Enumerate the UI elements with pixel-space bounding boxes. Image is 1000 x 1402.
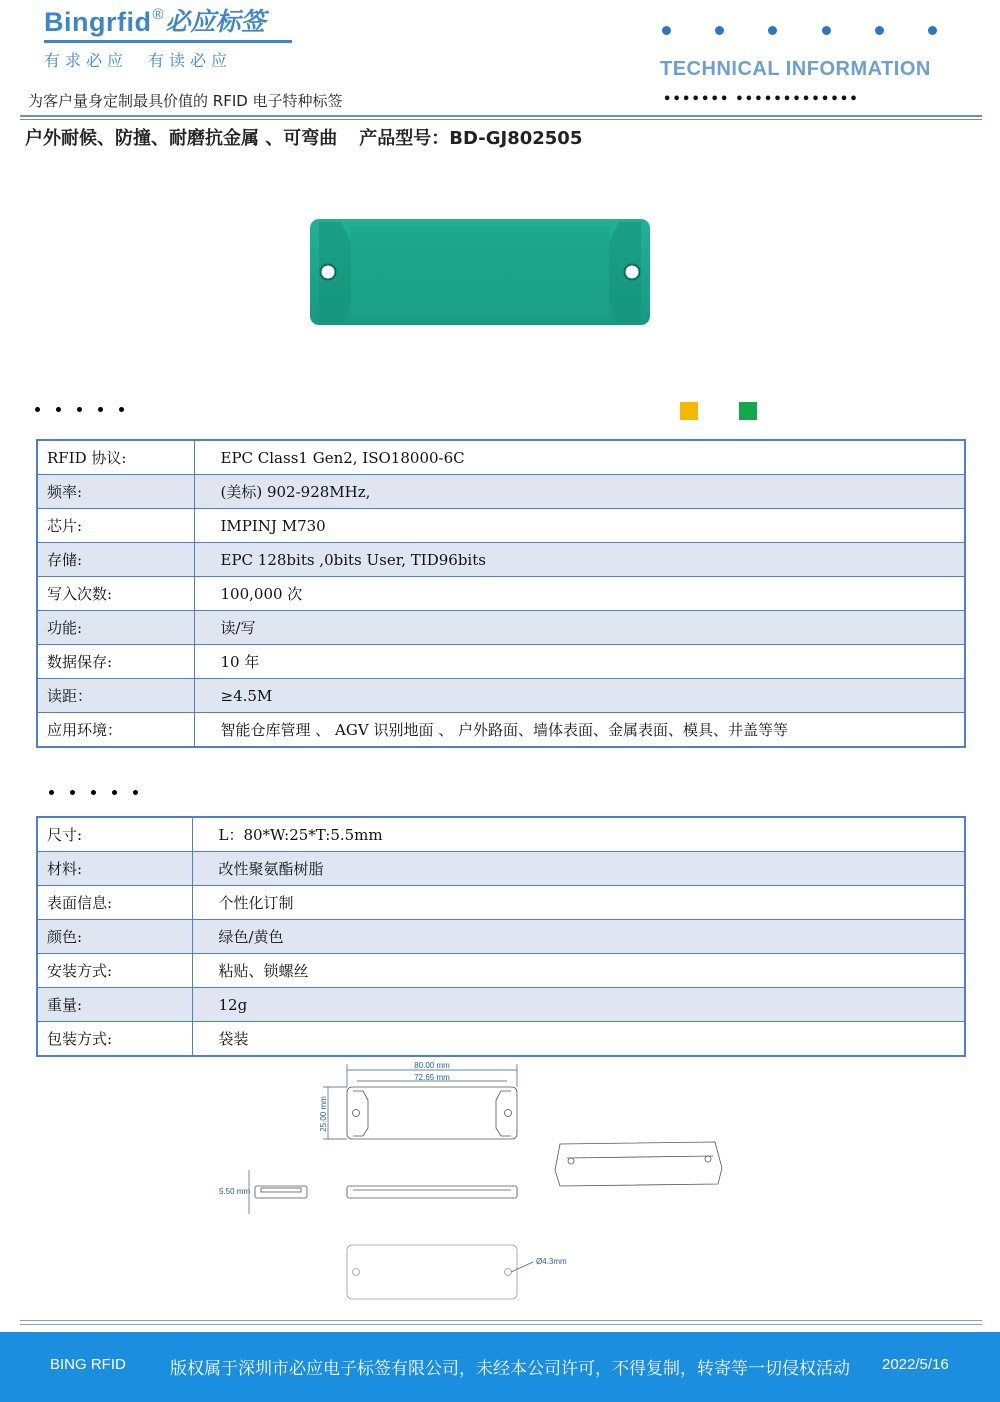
header-small-dots: ••••••• ••••••••••••• bbox=[663, 92, 859, 107]
brand-logo bbox=[44, 6, 292, 71]
registered-mark: ® bbox=[152, 6, 164, 23]
rfid-spec-value: 智能仓库管理 、 AGV 识别地面 、 户外路面、墙体表面、金属表面、模具、井盖等等 bbox=[194, 713, 965, 748]
rfid-spec-row bbox=[37, 577, 965, 611]
rfid-spec-value: 10 年 bbox=[194, 645, 965, 679]
dim-length-inner: 72.65 mm bbox=[414, 1073, 450, 1082]
rfid-spec-row bbox=[37, 475, 965, 509]
rfid-spec-label: 功能: bbox=[37, 611, 194, 645]
rfid-spec-value: IMPINJ M730 bbox=[194, 509, 965, 543]
footer-copyright: 版权属于深圳市必应电子标签有限公司，未经本公司许可，不得复制，转寄等一切侵权活动 bbox=[170, 1359, 850, 1378]
header-divider bbox=[20, 115, 982, 117]
product-title bbox=[25, 124, 582, 150]
dim-thickness: 5.50 mm bbox=[219, 1187, 251, 1196]
rfid-spec-row bbox=[37, 679, 965, 713]
slogan-part-1: 有求必应 bbox=[44, 53, 129, 70]
rfid-spec-label: 频率: bbox=[37, 475, 194, 509]
rfid-spec-row bbox=[37, 645, 965, 679]
logo-underline bbox=[44, 40, 292, 43]
section-marker-physical bbox=[49, 790, 138, 795]
physical-spec-label: 重量: bbox=[37, 988, 192, 1022]
rfid-spec-row bbox=[37, 543, 965, 577]
product-features: 户外耐候、防撞、耐磨抗金属 、可弯曲 bbox=[25, 128, 338, 149]
dim-length-outer: 80.00 mm bbox=[414, 1061, 450, 1070]
footer-brand: BING RFID bbox=[50, 1356, 126, 1373]
physical-spec-label: 包装方式: bbox=[37, 1022, 192, 1057]
footer-divider bbox=[20, 1320, 982, 1321]
physical-spec-row bbox=[37, 920, 965, 954]
rfid-spec-value: 100,000 次 bbox=[194, 577, 965, 611]
rfid-spec-label: RFID 协议: bbox=[37, 440, 194, 475]
physical-spec-label: 表面信息: bbox=[37, 886, 192, 920]
technical-information-title: TECHNICAL INFORMATION bbox=[660, 58, 931, 80]
physical-spec-value: 绿色/黄色 bbox=[192, 920, 965, 954]
section-marker-rfid bbox=[35, 407, 124, 412]
rfid-spec-value: 读/写 bbox=[194, 611, 965, 645]
physical-spec-row bbox=[37, 817, 965, 852]
rfid-spec-row bbox=[37, 509, 965, 543]
physical-spec-label: 尺寸: bbox=[37, 817, 192, 852]
brand-name: Bingrfid bbox=[44, 7, 152, 37]
rfid-spec-row bbox=[37, 611, 965, 645]
rfid-spec-value: EPC 128bits ,0bits User, TID96bits bbox=[194, 543, 965, 577]
physical-spec-value: 袋装 bbox=[192, 1022, 965, 1057]
rfid-spec-value: (美标) 902-928MHz, bbox=[194, 475, 965, 509]
rfid-spec-label: 芯片: bbox=[37, 509, 194, 543]
rfid-spec-value: ≥4.5M bbox=[194, 679, 965, 713]
physical-spec-row bbox=[37, 886, 965, 920]
rfid-spec-row bbox=[37, 713, 965, 748]
rfid-spec-label: 数据保存: bbox=[37, 645, 194, 679]
dim-hole: Ø4.3mm bbox=[536, 1257, 567, 1266]
footer-divider-thin bbox=[20, 1324, 982, 1325]
physical-spec-value: 个性化订制 bbox=[192, 886, 965, 920]
physical-spec-row bbox=[37, 1022, 965, 1057]
rfid-spec-row bbox=[37, 440, 965, 475]
physical-spec-row bbox=[37, 954, 965, 988]
dim-width: 25.00 mm bbox=[319, 1096, 328, 1132]
physical-spec-table bbox=[36, 816, 966, 1057]
product-model: 产品型号：BD-GJ802505 bbox=[359, 128, 583, 149]
header-divider-thin bbox=[20, 119, 982, 120]
color-swatch-yellow bbox=[680, 402, 698, 420]
dimension-drawing bbox=[215, 1058, 745, 1303]
physical-spec-row bbox=[37, 852, 965, 886]
color-swatch-green bbox=[739, 402, 757, 420]
rfid-spec-table bbox=[36, 439, 966, 748]
rfid-spec-label: 应用环境： bbox=[37, 713, 194, 748]
physical-spec-value: 改性聚氨酯树脂 bbox=[192, 852, 965, 886]
tagline: 为客户量身定制最具价值的 RFID 电子特种标签 bbox=[28, 92, 343, 110]
rfid-spec-value: EPC Class1 Gen2, ISO18000-6C bbox=[194, 440, 965, 475]
slogan-part-2: 有读必应 bbox=[148, 53, 233, 70]
brand-name-cn: 必应标签 bbox=[165, 8, 266, 36]
rfid-spec-label: 读距： bbox=[37, 679, 194, 713]
rfid-spec-label: 写入次数: bbox=[37, 577, 194, 611]
physical-spec-value: 粘贴、锁螺丝 bbox=[192, 954, 965, 988]
brand-slogan bbox=[44, 48, 292, 71]
product-image bbox=[309, 218, 651, 326]
physical-spec-label: 安装方式: bbox=[37, 954, 192, 988]
footer-date: 2022/5/16 bbox=[882, 1356, 949, 1373]
physical-spec-label: 材料: bbox=[37, 852, 192, 886]
physical-spec-value: L：80*W:25*T:5.5mm bbox=[192, 817, 965, 852]
header-dot-row bbox=[662, 26, 937, 35]
footer-bar bbox=[0, 1332, 1000, 1402]
physical-spec-value: 12g bbox=[192, 988, 965, 1022]
rfid-spec-label: 存储: bbox=[37, 543, 194, 577]
physical-spec-row bbox=[37, 988, 965, 1022]
physical-spec-label: 颜色: bbox=[37, 920, 192, 954]
